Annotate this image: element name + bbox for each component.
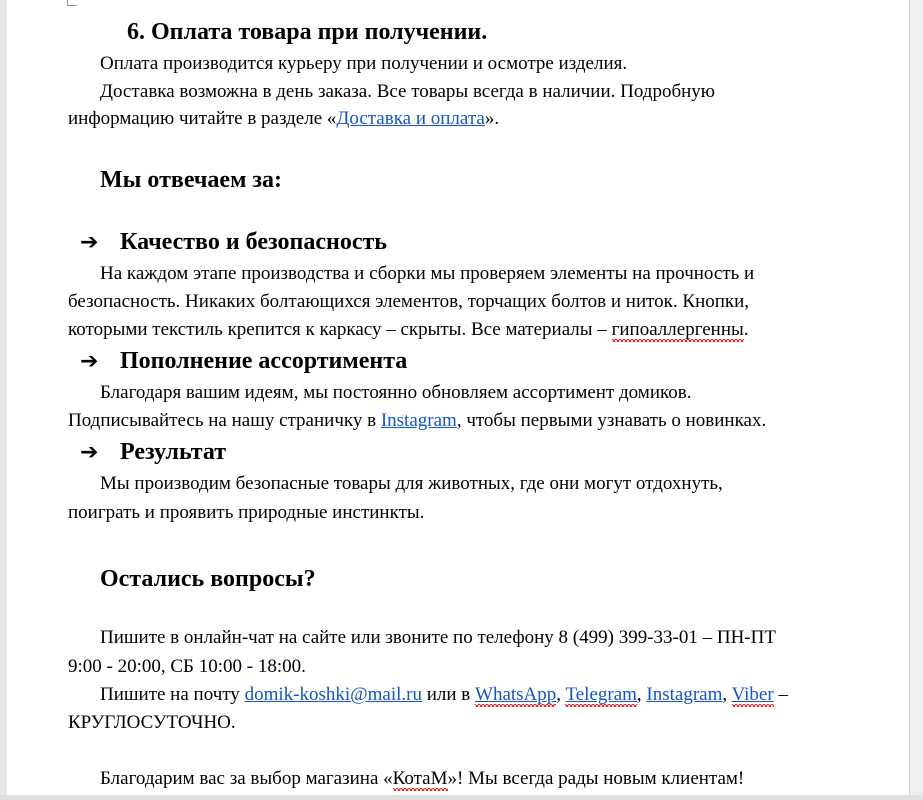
paragraph-line: поиграть и проявить природные инстинкты. (68, 502, 425, 523)
text-segment: »! Мы всегда рады новым клиентам! (447, 768, 745, 789)
page-corner-mark (67, 0, 77, 6)
text-segment: или в (421, 684, 476, 705)
text-segment: информацию читайте в разделе « (68, 108, 337, 129)
text-segment: Подписывайтесь на нашу страничку в (68, 410, 381, 431)
section-heading: 6. Оплата товара при получении. (127, 19, 488, 45)
delivery-payment-link[interactable]: Доставка и оплата (336, 108, 485, 129)
section-heading: Мы отвечаем за: (100, 167, 283, 193)
instagram-link[interactable]: Instagram (646, 684, 723, 705)
list-item-title: Пополнение ассортимента (120, 348, 408, 374)
paragraph-line: Оплата производится курьеру при получении и осмотре изделия. (100, 53, 628, 74)
list-item-heading (80, 345, 407, 378)
paragraph-line: Доставка возможна в день заказа. Все товары всегда в наличии. Подробную (100, 81, 715, 102)
text-segment: , (636, 684, 642, 705)
text-segment: , (722, 684, 728, 705)
vertical-scrollbar[interactable] (909, 0, 923, 800)
paragraph-line: Пишите в онлайн-чат на сайте или звоните по телефону 8 (499) 399-33-01 – ПН-ПТ (100, 627, 776, 648)
whatsapp-link[interactable]: WhatsApp (475, 684, 557, 705)
paragraph-line: 9:00 - 20:00, СБ 10:00 - 18:00. (68, 656, 306, 677)
viber-link[interactable]: Viber (731, 684, 774, 705)
arrow-right-icon: ➔ (80, 230, 99, 255)
email-link[interactable]: domik-koshki@mail.ru (244, 684, 422, 705)
arrow-right-icon: ➔ (80, 349, 99, 374)
text-segment: Благодарим вас за выбор магазина « (100, 768, 393, 789)
misspelled-word[interactable]: КотаМ (392, 768, 448, 789)
text-segment: – (773, 684, 788, 705)
paragraph-line: КРУГЛОСУТОЧНО. (68, 712, 236, 733)
section-heading: Остались вопросы? (100, 566, 316, 592)
paragraph-line (68, 105, 499, 133)
list-item-heading (80, 226, 387, 259)
instagram-link[interactable]: Instagram (380, 410, 457, 431)
misspelled-word[interactable]: гипоаллергенны (611, 319, 744, 340)
paragraph-line: Мы производим безопасные товары для животных, где они могут отдохнуть, (100, 473, 723, 494)
text-segment: Пишите на почту (100, 684, 245, 705)
text-segment: которыми текстиль крепится к каркасу – скрыты. Все материалы – (68, 319, 612, 340)
paragraph-line: Благодаря вашим идеям, мы постоянно обновляем ассортимент домиков. (100, 382, 692, 403)
paragraph-line (100, 681, 788, 709)
list-item-title: Результат (120, 439, 227, 465)
document-page (7, 0, 909, 800)
text-segment: , чтобы первыми узнавать о новинках. (456, 410, 767, 431)
paragraph-line (100, 765, 744, 793)
arrow-right-icon: ➔ (80, 440, 99, 465)
text-segment: . (743, 319, 749, 340)
paragraph-line: На каждом этапе производства и сборки мы проверяем элементы на прочность и (100, 263, 755, 284)
telegram-link[interactable]: Telegram (565, 684, 637, 705)
text-segment: ». (484, 108, 500, 129)
text-segment: , (556, 684, 562, 705)
paragraph-line: безопасность. Никаких болтающихся элементов, торчащих болтов и ниток. Кнопки, (68, 291, 750, 312)
status-bar-edge (0, 795, 923, 800)
list-item-title: Качество и безопасность (120, 229, 387, 255)
list-item-heading (80, 436, 226, 469)
paragraph-line (68, 407, 766, 435)
paragraph-line (68, 316, 749, 344)
